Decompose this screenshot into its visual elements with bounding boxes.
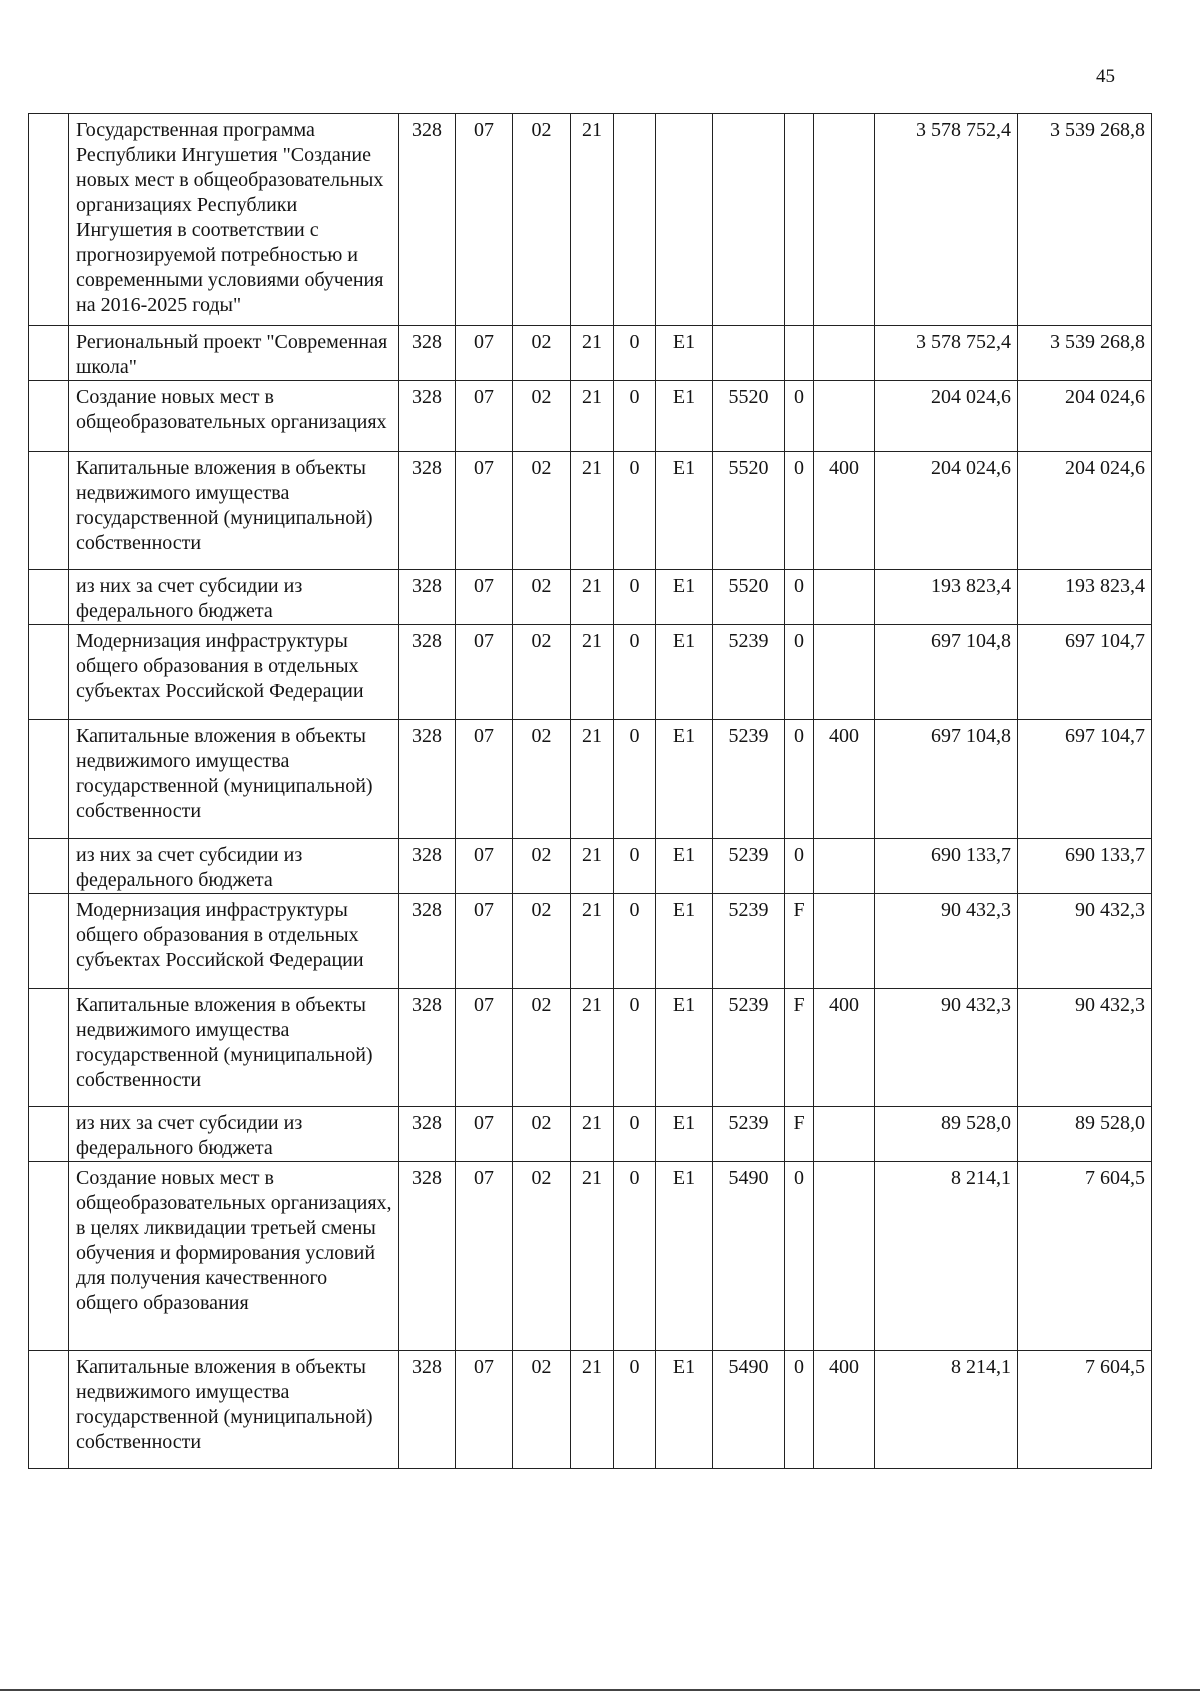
grbs-code-cell: 328 (399, 1107, 456, 1162)
amount-year1-cell: 90 432,3 (875, 989, 1018, 1107)
grbs-code-cell: 328 (399, 570, 456, 625)
budget-table-body (29, 114, 1152, 1469)
target-code-part1-cell: 21 (571, 570, 614, 625)
expense-type-code-cell: 400 (814, 1351, 875, 1469)
item-name-cell: Капитальные вложения в объекты недвижимого имущества государственной (муниципальной) собственности (69, 720, 399, 839)
subsection-code-cell: 02 (513, 326, 571, 381)
index-cell (29, 381, 69, 452)
section-code-cell: 07 (456, 452, 513, 570)
item-name-cell: Капитальные вложения в объекты недвижимого имущества государственной (муниципальной) собственности (69, 1351, 399, 1469)
index-cell (29, 989, 69, 1107)
index-cell (29, 720, 69, 839)
table-row (29, 625, 1152, 720)
amount-year2-cell: 90 432,3 (1018, 894, 1152, 989)
table-row (29, 1351, 1152, 1469)
target-code-part5-cell: F (785, 894, 814, 989)
target-code-part3-cell: E1 (656, 989, 713, 1107)
target-code-part5-cell: 0 (785, 570, 814, 625)
index-cell (29, 114, 69, 326)
target-code-part4-cell: 5239 (713, 720, 785, 839)
amount-year1-cell: 89 528,0 (875, 1107, 1018, 1162)
target-code-part3-cell: E1 (656, 1351, 713, 1469)
expense-type-code-cell (814, 1162, 875, 1351)
target-code-part2-cell (614, 114, 656, 326)
subsection-code-cell: 02 (513, 894, 571, 989)
section-code-cell: 07 (456, 570, 513, 625)
target-code-part5-cell: 0 (785, 625, 814, 720)
amount-year1-cell: 8 214,1 (875, 1351, 1018, 1469)
expense-type-code-cell: 400 (814, 989, 875, 1107)
section-code-cell: 07 (456, 1107, 513, 1162)
grbs-code-cell: 328 (399, 114, 456, 326)
target-code-part4-cell: 5490 (713, 1351, 785, 1469)
target-code-part3-cell: E1 (656, 381, 713, 452)
target-code-part5-cell: F (785, 989, 814, 1107)
target-code-part2-cell: 0 (614, 570, 656, 625)
table-row (29, 326, 1152, 381)
target-code-part5-cell: 0 (785, 1162, 814, 1351)
target-code-part1-cell: 21 (571, 1351, 614, 1469)
target-code-part2-cell: 0 (614, 989, 656, 1107)
target-code-part1-cell: 21 (571, 720, 614, 839)
amount-year1-cell: 690 133,7 (875, 839, 1018, 894)
amount-year1-cell: 697 104,8 (875, 720, 1018, 839)
grbs-code-cell: 328 (399, 452, 456, 570)
table-row (29, 1107, 1152, 1162)
section-code-cell: 07 (456, 625, 513, 720)
target-code-part4-cell: 5490 (713, 1162, 785, 1351)
target-code-part3-cell (656, 114, 713, 326)
target-code-part4-cell: 5520 (713, 570, 785, 625)
target-code-part4-cell: 5239 (713, 989, 785, 1107)
table-row (29, 894, 1152, 989)
target-code-part4-cell: 5520 (713, 381, 785, 452)
expense-type-code-cell (814, 326, 875, 381)
item-name-cell: Капитальные вложения в объекты недвижимого имущества государственной (муниципальной) собственности (69, 989, 399, 1107)
index-cell (29, 326, 69, 381)
target-code-part5-cell: 0 (785, 720, 814, 839)
table-row (29, 839, 1152, 894)
amount-year1-cell: 3 578 752,4 (875, 326, 1018, 381)
subsection-code-cell: 02 (513, 570, 571, 625)
index-cell (29, 1162, 69, 1351)
amount-year1-cell: 8 214,1 (875, 1162, 1018, 1351)
target-code-part3-cell: E1 (656, 894, 713, 989)
target-code-part1-cell: 21 (571, 114, 614, 326)
target-code-part5-cell: 0 (785, 839, 814, 894)
subsection-code-cell: 02 (513, 452, 571, 570)
subsection-code-cell: 02 (513, 114, 571, 326)
item-name-cell: Государственная программа Республики Ингушетия "Создание новых мест в общеобразовательных организациях Республики Ингушетия в соответствии с прогнозируемой потребностью и современными условиями обучения на 2016-2025 годы" (69, 114, 399, 326)
table-row (29, 570, 1152, 625)
index-cell (29, 1351, 69, 1469)
target-code-part5-cell (785, 114, 814, 326)
amount-year2-cell: 3 539 268,8 (1018, 326, 1152, 381)
expense-type-code-cell (814, 839, 875, 894)
target-code-part2-cell: 0 (614, 1107, 656, 1162)
grbs-code-cell: 328 (399, 989, 456, 1107)
section-code-cell: 07 (456, 720, 513, 839)
target-code-part1-cell: 21 (571, 625, 614, 720)
target-code-part1-cell: 21 (571, 326, 614, 381)
target-code-part1-cell: 21 (571, 381, 614, 452)
section-code-cell: 07 (456, 839, 513, 894)
item-name-cell: из них за счет субсидии из федерального бюджета (69, 1107, 399, 1162)
subsection-code-cell: 02 (513, 625, 571, 720)
item-name-cell: из них за счет субсидии из федерального бюджета (69, 570, 399, 625)
index-cell (29, 452, 69, 570)
target-code-part3-cell: E1 (656, 1107, 713, 1162)
subsection-code-cell: 02 (513, 839, 571, 894)
amount-year2-cell: 193 823,4 (1018, 570, 1152, 625)
page-bottom-rule (0, 1689, 1200, 1691)
expense-type-code-cell: 400 (814, 452, 875, 570)
target-code-part4-cell: 5239 (713, 839, 785, 894)
section-code-cell: 07 (456, 114, 513, 326)
amount-year2-cell: 89 528,0 (1018, 1107, 1152, 1162)
table-row (29, 114, 1152, 326)
target-code-part4-cell (713, 326, 785, 381)
index-cell (29, 625, 69, 720)
index-cell (29, 894, 69, 989)
target-code-part2-cell: 0 (614, 625, 656, 720)
amount-year2-cell: 204 024,6 (1018, 452, 1152, 570)
item-name-cell: Модернизация инфраструктуры общего образования в отдельных субъектах Российской Федерации (69, 894, 399, 989)
subsection-code-cell: 02 (513, 989, 571, 1107)
target-code-part5-cell: 0 (785, 381, 814, 452)
grbs-code-cell: 328 (399, 1351, 456, 1469)
target-code-part5-cell: F (785, 1107, 814, 1162)
target-code-part3-cell: E1 (656, 720, 713, 839)
subsection-code-cell: 02 (513, 720, 571, 839)
expense-type-code-cell (814, 1107, 875, 1162)
target-code-part3-cell: E1 (656, 570, 713, 625)
item-name-cell: Создание новых мест в общеобразовательных организациях (69, 381, 399, 452)
subsection-code-cell: 02 (513, 1351, 571, 1469)
amount-year2-cell: 697 104,7 (1018, 720, 1152, 839)
amount-year2-cell: 697 104,7 (1018, 625, 1152, 720)
target-code-part4-cell: 5239 (713, 625, 785, 720)
amount-year2-cell: 3 539 268,8 (1018, 114, 1152, 326)
table-row (29, 452, 1152, 570)
item-name-cell: Создание новых мест в общеобразовательных организациях, в целях ликвидации третьей смены обучения и формирования условий для получения качественного общего образования (69, 1162, 399, 1351)
amount-year1-cell: 204 024,6 (875, 452, 1018, 570)
target-code-part5-cell: 0 (785, 452, 814, 570)
expense-type-code-cell (814, 114, 875, 326)
target-code-part2-cell: 0 (614, 894, 656, 989)
target-code-part3-cell: E1 (656, 326, 713, 381)
amount-year1-cell: 697 104,8 (875, 625, 1018, 720)
budget-table (28, 113, 1152, 1469)
section-code-cell: 07 (456, 326, 513, 381)
index-cell (29, 839, 69, 894)
target-code-part2-cell: 0 (614, 452, 656, 570)
table-row (29, 381, 1152, 452)
target-code-part4-cell: 5239 (713, 1107, 785, 1162)
amount-year2-cell: 7 604,5 (1018, 1351, 1152, 1469)
item-name-cell: Капитальные вложения в объекты недвижимого имущества государственной (муниципальной) собственности (69, 452, 399, 570)
amount-year1-cell: 3 578 752,4 (875, 114, 1018, 326)
item-name-cell: из них за счет субсидии из федерального бюджета (69, 839, 399, 894)
target-code-part2-cell: 0 (614, 720, 656, 839)
expense-type-code-cell (814, 570, 875, 625)
target-code-part5-cell (785, 326, 814, 381)
table-row (29, 720, 1152, 839)
grbs-code-cell: 328 (399, 326, 456, 381)
expense-type-code-cell (814, 381, 875, 452)
subsection-code-cell: 02 (513, 1162, 571, 1351)
expense-type-code-cell: 400 (814, 720, 875, 839)
section-code-cell: 07 (456, 1162, 513, 1351)
section-code-cell: 07 (456, 381, 513, 452)
target-code-part4-cell (713, 114, 785, 326)
amount-year1-cell: 193 823,4 (875, 570, 1018, 625)
section-code-cell: 07 (456, 1351, 513, 1469)
table-row (29, 1162, 1152, 1351)
item-name-cell: Региональный проект "Современная школа" (69, 326, 399, 381)
target-code-part2-cell: 0 (614, 1351, 656, 1469)
amount-year1-cell: 90 432,3 (875, 894, 1018, 989)
target-code-part3-cell: E1 (656, 625, 713, 720)
subsection-code-cell: 02 (513, 381, 571, 452)
expense-type-code-cell (814, 625, 875, 720)
table-row (29, 989, 1152, 1107)
target-code-part3-cell: E1 (656, 452, 713, 570)
amount-year1-cell: 204 024,6 (875, 381, 1018, 452)
target-code-part1-cell: 21 (571, 839, 614, 894)
page-number: 45 (1096, 66, 1115, 87)
grbs-code-cell: 328 (399, 894, 456, 989)
amount-year2-cell: 204 024,6 (1018, 381, 1152, 452)
target-code-part3-cell: E1 (656, 1162, 713, 1351)
grbs-code-cell: 328 (399, 1162, 456, 1351)
target-code-part5-cell: 0 (785, 1351, 814, 1469)
section-code-cell: 07 (456, 989, 513, 1107)
target-code-part1-cell: 21 (571, 1162, 614, 1351)
target-code-part2-cell: 0 (614, 839, 656, 894)
target-code-part2-cell: 0 (614, 1162, 656, 1351)
grbs-code-cell: 328 (399, 839, 456, 894)
target-code-part1-cell: 21 (571, 1107, 614, 1162)
target-code-part3-cell: E1 (656, 839, 713, 894)
index-cell (29, 1107, 69, 1162)
section-code-cell: 07 (456, 894, 513, 989)
target-code-part4-cell: 5239 (713, 894, 785, 989)
target-code-part4-cell: 5520 (713, 452, 785, 570)
target-code-part1-cell: 21 (571, 452, 614, 570)
subsection-code-cell: 02 (513, 1107, 571, 1162)
target-code-part1-cell: 21 (571, 894, 614, 989)
amount-year2-cell: 90 432,3 (1018, 989, 1152, 1107)
expense-type-code-cell (814, 894, 875, 989)
item-name-cell: Модернизация инфраструктуры общего образования в отдельных субъектах Российской Федерации (69, 625, 399, 720)
target-code-part2-cell: 0 (614, 381, 656, 452)
index-cell (29, 570, 69, 625)
target-code-part2-cell: 0 (614, 326, 656, 381)
amount-year2-cell: 7 604,5 (1018, 1162, 1152, 1351)
grbs-code-cell: 328 (399, 720, 456, 839)
amount-year2-cell: 690 133,7 (1018, 839, 1152, 894)
grbs-code-cell: 328 (399, 625, 456, 720)
target-code-part1-cell: 21 (571, 989, 614, 1107)
grbs-code-cell: 328 (399, 381, 456, 452)
